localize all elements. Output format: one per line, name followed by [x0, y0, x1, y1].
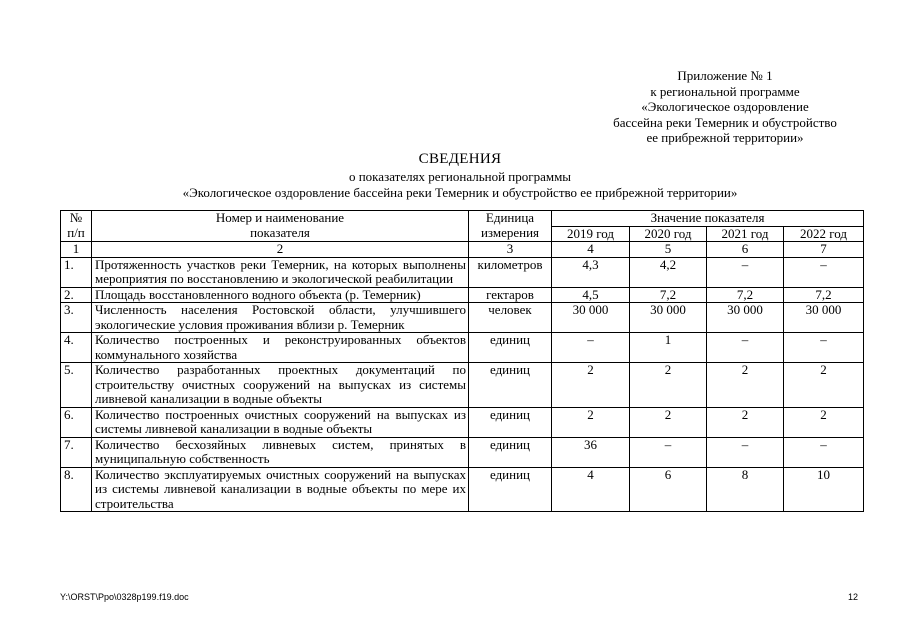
- value-cell: –: [707, 333, 784, 363]
- unit-cell: единиц: [469, 467, 552, 512]
- table-row: [61, 303, 864, 333]
- program-name: «Экологическое оздоровление бассейна реки Темерник и обустройство ее прибрежной территории»: [182, 185, 738, 200]
- indicator-name: Количество разработанных проектных документаций по строительству очистных сооружений на выпусках из системы ливневой канализации в водные объекты: [92, 363, 469, 408]
- table-row: [61, 363, 864, 408]
- value-cell: 4,2: [630, 257, 707, 287]
- column-number: 5: [630, 242, 707, 258]
- value-cell: –: [784, 333, 864, 363]
- unit-cell: единиц: [469, 363, 552, 408]
- appendix-line: бассейна реки Темерник и обустройство: [613, 114, 837, 130]
- column-numbers-row: [61, 242, 864, 258]
- value-cell: 30 000: [630, 303, 707, 333]
- unit-cell: единиц: [469, 437, 552, 467]
- value-cell: 7,2: [630, 287, 707, 303]
- appendix-line: ее прибрежной территории»: [646, 130, 804, 145]
- column-number: 3: [469, 242, 552, 258]
- indicator-name: Количество построенных очистных сооружений на выпусках из системы ливневой канализации в водные объекты: [92, 407, 469, 437]
- file-path: Y:\ORST\Ppo\0328p199.f19.doc: [60, 592, 189, 602]
- value-cell: –: [707, 437, 784, 467]
- table-row: [61, 407, 864, 437]
- value-cell: –: [784, 437, 864, 467]
- unit-cell: единиц: [469, 407, 552, 437]
- value-cell: 30 000: [784, 303, 864, 333]
- header-unit: Единица измерения: [469, 211, 552, 242]
- appendix-line: Приложение № 1: [677, 68, 773, 83]
- header-year: 2021 год: [707, 226, 784, 242]
- column-number: 1: [61, 242, 92, 258]
- table-row: [61, 257, 864, 287]
- document-title: СВЕДЕНИЯ: [418, 151, 502, 167]
- value-cell: 7,2: [707, 287, 784, 303]
- header-value-group: Значение показателя: [552, 211, 864, 227]
- indicator-name: Количество построенных и реконструированных объектов коммунального хозяйства: [92, 333, 469, 363]
- header-year: 2022 год: [784, 226, 864, 242]
- value-cell: 2: [784, 407, 864, 437]
- value-cell: 1: [630, 333, 707, 363]
- value-cell: 4: [552, 467, 630, 512]
- value-cell: 2: [630, 407, 707, 437]
- header-year: 2020 год: [630, 226, 707, 242]
- value-cell: 2: [784, 363, 864, 408]
- header-row: [61, 211, 864, 227]
- indicator-name: Протяженность участков реки Темерник, на которых выполнены мероприятия по восстановлению и экологической реабилитации: [92, 257, 469, 287]
- indicator-name: Площадь восстановленного водного объекта (р. Темерник): [92, 287, 469, 303]
- header-no: № п/п: [61, 211, 92, 242]
- value-cell: 2: [552, 407, 630, 437]
- column-number: 2: [92, 242, 469, 258]
- indicators-table: [60, 210, 864, 512]
- table-row: [61, 437, 864, 467]
- value-cell: –: [707, 257, 784, 287]
- row-number: 4.: [61, 333, 92, 363]
- column-number: 7: [784, 242, 864, 258]
- value-cell: 2: [707, 407, 784, 437]
- header-year: 2019 год: [552, 226, 630, 242]
- value-cell: 8: [707, 467, 784, 512]
- appendix-line: «Экологическое оздоровление: [641, 99, 809, 114]
- value-cell: 30 000: [552, 303, 630, 333]
- value-cell: 2: [552, 363, 630, 408]
- value-cell: –: [552, 333, 630, 363]
- value-cell: 30 000: [707, 303, 784, 333]
- appendix-note: [560, 68, 890, 146]
- unit-cell: человек: [469, 303, 552, 333]
- table-row: [61, 287, 864, 303]
- value-cell: 36: [552, 437, 630, 467]
- row-number: 5.: [61, 363, 92, 408]
- row-number: 6.: [61, 407, 92, 437]
- indicator-name: Количество бесхозяйных ливневых систем, принятых в муниципальную собственность: [92, 437, 469, 467]
- row-number: 1.: [61, 257, 92, 287]
- value-cell: –: [784, 257, 864, 287]
- row-number: 2.: [61, 287, 92, 303]
- value-cell: 10: [784, 467, 864, 512]
- header-name: Номер и наименование показателя: [92, 211, 469, 242]
- column-number: 6: [707, 242, 784, 258]
- indicator-name: Количество эксплуатируемых очистных сооружений на выпусках из системы ливневой канализации в водные объекты по мере их строительства: [92, 467, 469, 512]
- value-cell: 6: [630, 467, 707, 512]
- unit-cell: единиц: [469, 333, 552, 363]
- value-cell: 2: [630, 363, 707, 408]
- row-number: 7.: [61, 437, 92, 467]
- unit-cell: километров: [469, 257, 552, 287]
- page-number: 12: [848, 592, 859, 602]
- row-number: 3.: [61, 303, 92, 333]
- value-cell: 4,5: [552, 287, 630, 303]
- column-number: 4: [552, 242, 630, 258]
- document-subtitle: о показателях региональной программы: [348, 169, 572, 184]
- value-cell: 4,3: [552, 257, 630, 287]
- unit-cell: гектаров: [469, 287, 552, 303]
- value-cell: 2: [707, 363, 784, 408]
- table-row: [61, 333, 864, 363]
- value-cell: –: [630, 437, 707, 467]
- value-cell: 7,2: [784, 287, 864, 303]
- table-row: [61, 467, 864, 512]
- indicator-name: Численность населения Ростовской области, улучшившего экологические условия проживания вблизи р. Темерник: [92, 303, 469, 333]
- row-number: 8.: [61, 467, 92, 512]
- appendix-line: к региональной программе: [650, 83, 800, 99]
